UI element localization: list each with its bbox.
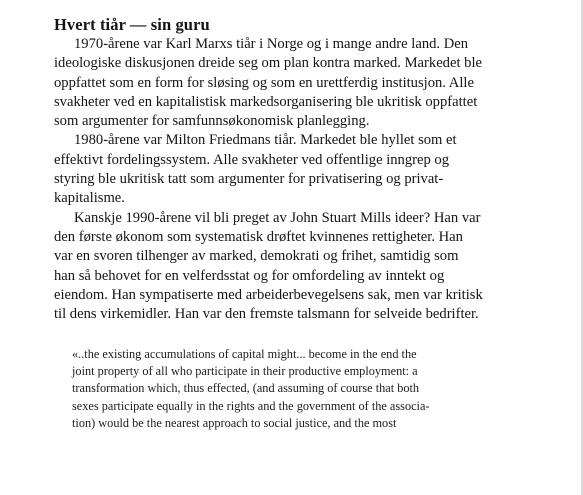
paragraph-line: ideologiske diskusjonen dreide seg om plan kontra marked. Markedet ble (54, 55, 482, 72)
article-heading: Hvert tiår — sin guru (54, 15, 210, 34)
quote-line: «..the existing accumulations of capital might... become in the end the (72, 347, 417, 361)
paragraph-line: kapitalisme. (54, 190, 125, 207)
paragraph-line: 1980-årene var Milton Friedmans tiår. Markedet ble hyllet som et (74, 132, 457, 149)
paragraph-line: som argumenter for samfunnsøkonomisk planlegging. (54, 113, 370, 130)
paragraph-line: styring ble ukritisk tatt som argumenter for privatisering og privat- (54, 171, 444, 188)
paragraph-1990s (54, 209, 544, 325)
mill-quote (72, 346, 542, 432)
paragraph-line: 1970-årene var Karl Marxs tiår i Norge og i mange andre land. Den (74, 36, 469, 52)
paragraph-line: til dens virkemidler. Han var den fremste talsmann for selveide bedrifter. (54, 306, 479, 323)
paragraph-line: han så behovet for en velferdsstat og for omfordeling av inntekt og (54, 267, 445, 284)
paragraph-1970s (54, 35, 544, 131)
paragraph-line: den første økonom som systematisk drøftet kvinnenes rettigheter. Han (54, 228, 463, 245)
paragraph-line: Kanskje 1990-årene vil bli preget av John Stuart Mills ideer? Han var (74, 209, 481, 226)
paragraph-line: eiendom. Han sympatiserte med arbeiderbevegelsens sak, men var kritisk (54, 286, 483, 303)
paragraph-line: oppfattet som en form for sløsing og som en urettferdig institusjon. Alle (54, 74, 474, 91)
paragraph-line: var en svoren tilhenger av marked, demokrati og frihet, samtidig som (54, 248, 459, 265)
article-page (54, 15, 544, 324)
quote-line: transformation which, thus effected, (and assuming of course that both (72, 381, 420, 396)
quote-line: joint property of all who participate in their productive employment: a (72, 364, 418, 379)
quote-line: tion) would be the nearest approach to social justice, and the most (72, 415, 397, 430)
paragraph-1980s (54, 131, 544, 208)
paragraph-line: svakheter ved en kapitalistisk markedsorganisering ble ukritisk oppfattet (54, 93, 478, 110)
paragraph-line: effektivt fordelingssystem. Alle svakheter ved offentlige inngrep og (54, 151, 450, 168)
quote-line: sexes participate equally in the rights and the government of the associa- (72, 398, 430, 413)
